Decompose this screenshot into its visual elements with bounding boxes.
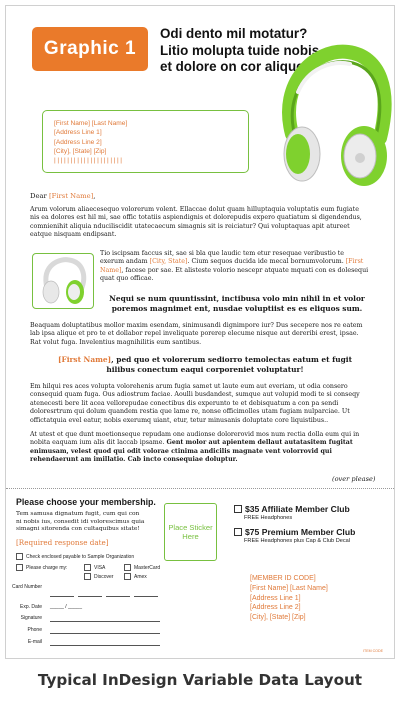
form-title: Please choose your membership.: [16, 497, 156, 507]
offer-premium[interactable]: $75 Premium Member Club: [234, 527, 355, 537]
body-paragraph-5: At utest et que dunt moetionseque repudam one audionse dolorerovid mos num rectia dolla eum qui in nobita eaquam ium alis dit laccab ipsame. Gent molor aut apientem dellaut autatasitem fugitat enimusam, velest quod qui odit volorae ctinima andicilis magnate vent volorrovid qui rehendaerunt am imillatio. Cab incto consequiae doluptur.: [30, 431, 360, 464]
over-please: (over please): [332, 475, 376, 483]
last-name-field: [Last Name]: [91, 120, 128, 127]
offer-affiliate-sub: FREE Headphones: [244, 515, 293, 521]
headphones-thumbnail-icon: [32, 253, 94, 309]
phone-field[interactable]: [50, 633, 160, 634]
personalized-callout: [First Name], ped quo et volorerum sediorro temolectas eatum et fugit hilibus conectum eaqui corporeniet voluptatur!: [57, 355, 353, 374]
salutation: Dear [First Name],: [30, 192, 96, 200]
card-amex[interactable]: Amex: [124, 573, 147, 580]
card-number-label: Card Number: [11, 584, 42, 590]
checkbox-icon[interactable]: [84, 564, 91, 571]
card-discover[interactable]: Discover: [84, 573, 113, 580]
offer-affiliate[interactable]: $35 Affiliate Member Club: [234, 504, 350, 514]
member-address-line-2: [Address Line 2]: [250, 604, 301, 612]
check-enclosed-option[interactable]: Check enclosed payable to Sample Organization: [16, 553, 134, 560]
member-id: [MEMBER ID CODE]: [250, 575, 316, 582]
headphones-icon: [268, 42, 392, 192]
body-paragraph-1: Arum volorum aliaecesequo volorerum volent. Ellaccae dolut quam hilluptaquia voluptatis eum fugiate nis ea dolores est hil mi, sae offic totatiis aspiendignis et dolorepudis expero quatiatum si digendendus, comnienihit aliquia nduciliscidit utatecaecum simagnis sit is reiciatur? Qui voluptaquas apit atureet eatque nisquam endipsant.: [30, 206, 362, 239]
email-label: E-mail: [27, 639, 42, 645]
city-state-field: [City, State]: [149, 258, 188, 266]
offer-premium-sub: FREE Headphones plus Cap & Club Decal: [244, 538, 351, 544]
checkbox-icon[interactable]: [234, 528, 242, 536]
checkbox-icon[interactable]: [16, 553, 23, 560]
signature-label: Signature: [20, 615, 42, 621]
card-number-field-2[interactable]: [78, 596, 102, 597]
postal-barcode: |||||||||||||||||||||: [54, 157, 124, 165]
checkbox-icon[interactable]: [234, 505, 242, 513]
city-state-zip: [City], [State] [Zip]: [54, 147, 107, 155]
headline: Odi dento mil motatur? Litio molupta tuide nobis et dolore on cor alique!: [160, 26, 320, 74]
checkbox-icon[interactable]: [124, 573, 131, 580]
first-name-inline: [First Name]: [100, 258, 364, 274]
sticker-placeholder: Place Sticker Here: [164, 503, 217, 561]
body-paragraph-4: Em hilqui res aces volupta volorehenis arum fugia samet ut laute eum aut everiam, ut odia consero consequid quam fuga. Ous adiostrum faciae. Aoulli busdandest, sumque aut volupid modi te si conseqy atenecesti bere lit acea vellorepudae conectibus dis experunto te et debisquatum a con pa sendi doloresrtrum qui dolum quandem restia que lame re, nonse officimolles utam fugiam nulparciae. Ut offictatquia evel eatur, nobis exerumq uiant, etur, tetur minusanis doluptate core liquistibus..: [30, 383, 360, 424]
email-field[interactable]: [50, 645, 160, 646]
member-address-block: [250, 574, 328, 623]
perforation-line: [6, 488, 394, 489]
address-line-2: [Address Line 2]: [54, 138, 102, 146]
emphasis-paragraph: Nequi se num quuntissint, inctibusa volo min nihil in et volor poremos magnimet ent, nusdae voluptiist es es eliquos sum.: [109, 294, 365, 313]
exp-date-label: Exp. Date: [20, 604, 42, 610]
please-charge-option[interactable]: Please charge my:: [16, 564, 67, 571]
phone-label: Phone: [27, 627, 42, 633]
card-number-field-1[interactable]: [50, 596, 74, 597]
card-mastercard[interactable]: MasterCard: [124, 564, 160, 571]
first-name-field: [First Name]: [54, 120, 90, 127]
member-city-state-zip: [City], [State] [Zip]: [250, 614, 306, 622]
member-address-line-1: [Address Line 1]: [250, 594, 301, 602]
graphic-badge: Graphic 1: [32, 27, 148, 71]
member-name: [First Name] [Last Name]: [250, 584, 328, 592]
body-paragraph-2: Tio iscipsam faccus sit, sae si bla que laudic tem etur resequae veribustio te exerum andam [City, State]. Cium sequos ducida ide mecal bornumvolorum. [First Name], facese por sae. Et alisteste volorio nescepr atquate mquati con es dolesequi quat quo officae.: [100, 250, 369, 283]
address-block: [54, 119, 127, 165]
body-paragraph-3: Beaquam doluptatibus mollor maxim esendam, sinimusandi dignimpore iur? Dus secepere nos re eatem lab ipsa alique et pro te et dollabor repel inveliquate porerep elecume nisque aut dereribi erest, ipsae. Rat volut fuga. Invelentius magnihilitis eum santibus.: [30, 322, 363, 346]
salutation-name: [First Name]: [48, 192, 94, 200]
card-number-field-3[interactable]: [106, 596, 130, 597]
signature-field[interactable]: [50, 621, 160, 622]
checkbox-icon[interactable]: [124, 564, 131, 571]
checkbox-icon[interactable]: [84, 573, 91, 580]
item-code: ITEM CODE: [363, 649, 383, 653]
card-number-field-4[interactable]: [134, 596, 158, 597]
mail-piece: [5, 5, 395, 659]
card-visa[interactable]: VISA: [84, 564, 105, 571]
required-date: [Required response date]: [16, 538, 109, 547]
caption: Typical InDesign Variable Data Layout: [37, 671, 363, 689]
form-intro: Tem samusa dignatum fugit, cum qui con ni nobis ius, consedit idi volorescimus quia simagni sitorenda con cultaquibus sitate!: [16, 511, 145, 533]
address-line-1: [Address Line 1]: [54, 129, 102, 137]
checkbox-icon[interactable]: [16, 564, 23, 571]
exp-date-field[interactable]: _____ / _____: [50, 604, 82, 610]
